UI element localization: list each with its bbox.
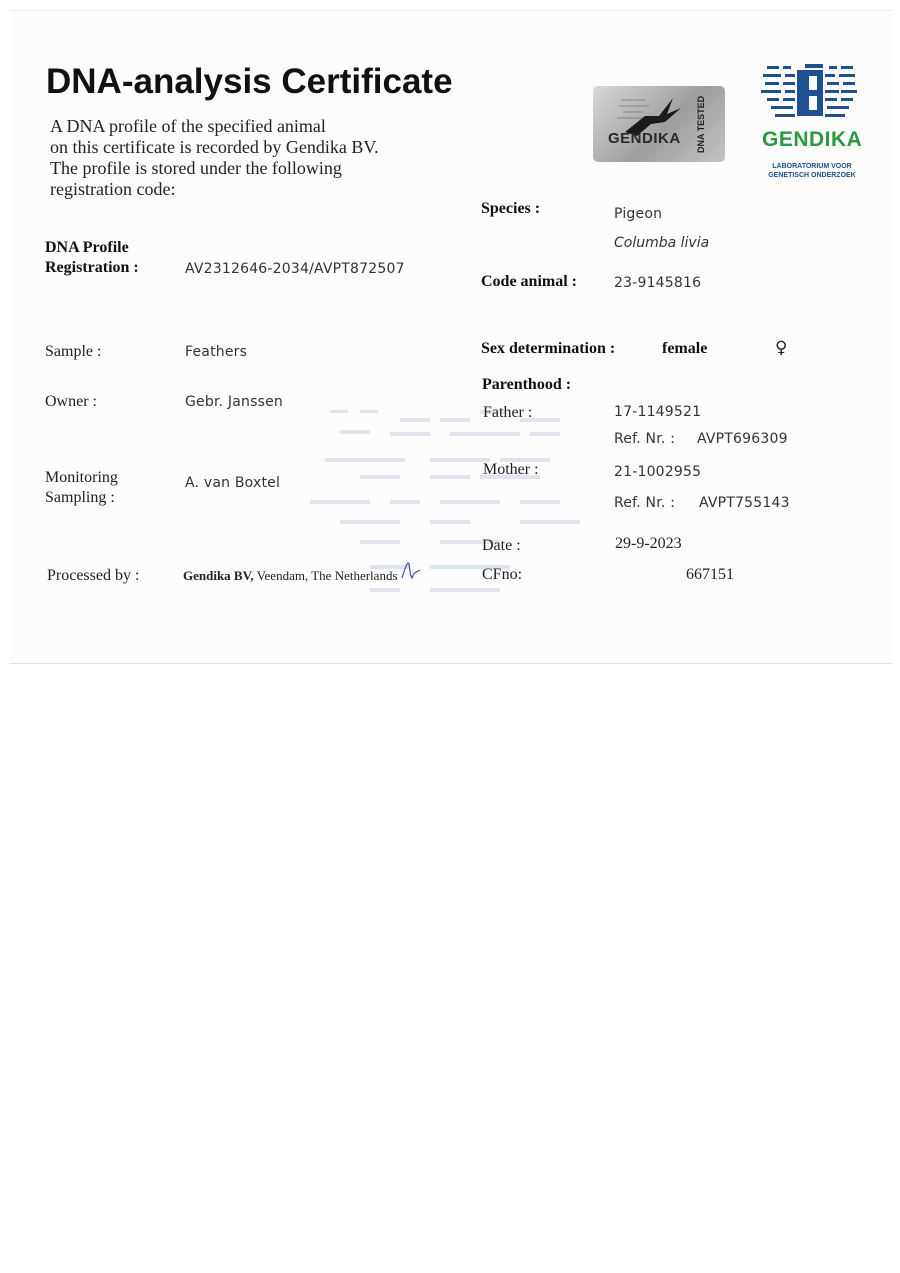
- page-title: DNA-analysis Certificate: [46, 62, 453, 101]
- date-value: 29-9-2023: [615, 535, 682, 552]
- signature-icon: [400, 558, 422, 582]
- brand-subtitle-line: LABORATORIUM VOOR: [772, 163, 852, 170]
- father-ref-label: Ref. Nr. :: [614, 431, 676, 447]
- cfno-label: CFno:: [482, 566, 523, 583]
- intro-line: A DNA profile of the specified animal: [50, 116, 326, 136]
- brand-name: GENDIKA: [762, 128, 863, 151]
- brand-subtitle: [760, 162, 864, 180]
- monitoring-label-2: Sampling :: [45, 489, 115, 506]
- registration-label-2: Registration :: [45, 259, 139, 276]
- processed-company: Gendika BV,: [183, 568, 254, 583]
- intro-line: registration code:: [50, 179, 176, 199]
- intro-line: on this certificate is recorded by Gendika BV.: [50, 137, 379, 157]
- parenthood-label: Parenthood :: [482, 376, 572, 393]
- code-animal-label: Code animal :: [481, 273, 577, 290]
- mother-ref-value: AVPT755143: [699, 495, 790, 511]
- species-value: Pigeon: [614, 206, 663, 222]
- mother-value: 21-1002955: [614, 464, 702, 480]
- father-label: Father :: [483, 404, 533, 421]
- intro-text: [50, 116, 379, 200]
- father-value: 17-1149521: [614, 404, 702, 420]
- date-label: Date :: [482, 537, 521, 554]
- brand-subtitle-line: GENETISCH ONDERZOEK: [768, 172, 856, 179]
- registration-value: AV2312646-2034/AVPT872507: [185, 261, 405, 277]
- sex-value: female: [662, 340, 708, 357]
- dna-tested-badge: [593, 86, 725, 162]
- registration-label: DNA Profile: [45, 239, 129, 256]
- female-symbol-icon: ♀: [775, 338, 788, 358]
- owner-value: Gebr. Janssen: [185, 394, 283, 410]
- sex-label: Sex determination :: [481, 340, 616, 357]
- mother-label: Mother :: [483, 461, 539, 478]
- sample-value: Feathers: [185, 344, 248, 360]
- sample-label: Sample :: [45, 343, 102, 360]
- monitoring-value: A. van Boxtel: [185, 475, 281, 491]
- monitoring-label: Monitoring: [45, 469, 118, 486]
- dna-bars-logo-icon: [761, 62, 859, 124]
- badge-dna-tested-text: DNA TESTED: [696, 95, 706, 153]
- processed-label: Processed by :: [47, 567, 140, 584]
- code-animal-value: 23-9145816: [614, 275, 702, 291]
- mother-ref-label: Ref. Nr. :: [614, 495, 676, 511]
- father-ref-value: AVPT696309: [697, 431, 788, 447]
- badge-brand-name: GENDIKA: [608, 130, 681, 147]
- cfno-value: 667151: [686, 566, 734, 583]
- processed-location: Veendam, The Netherlands: [256, 568, 398, 583]
- owner-label: Owner :: [45, 393, 97, 410]
- species-label: Species :: [481, 200, 541, 217]
- species-latin: Columba livia: [614, 235, 710, 251]
- intro-line: The profile is stored under the following: [50, 158, 342, 178]
- processed-value: [183, 568, 398, 584]
